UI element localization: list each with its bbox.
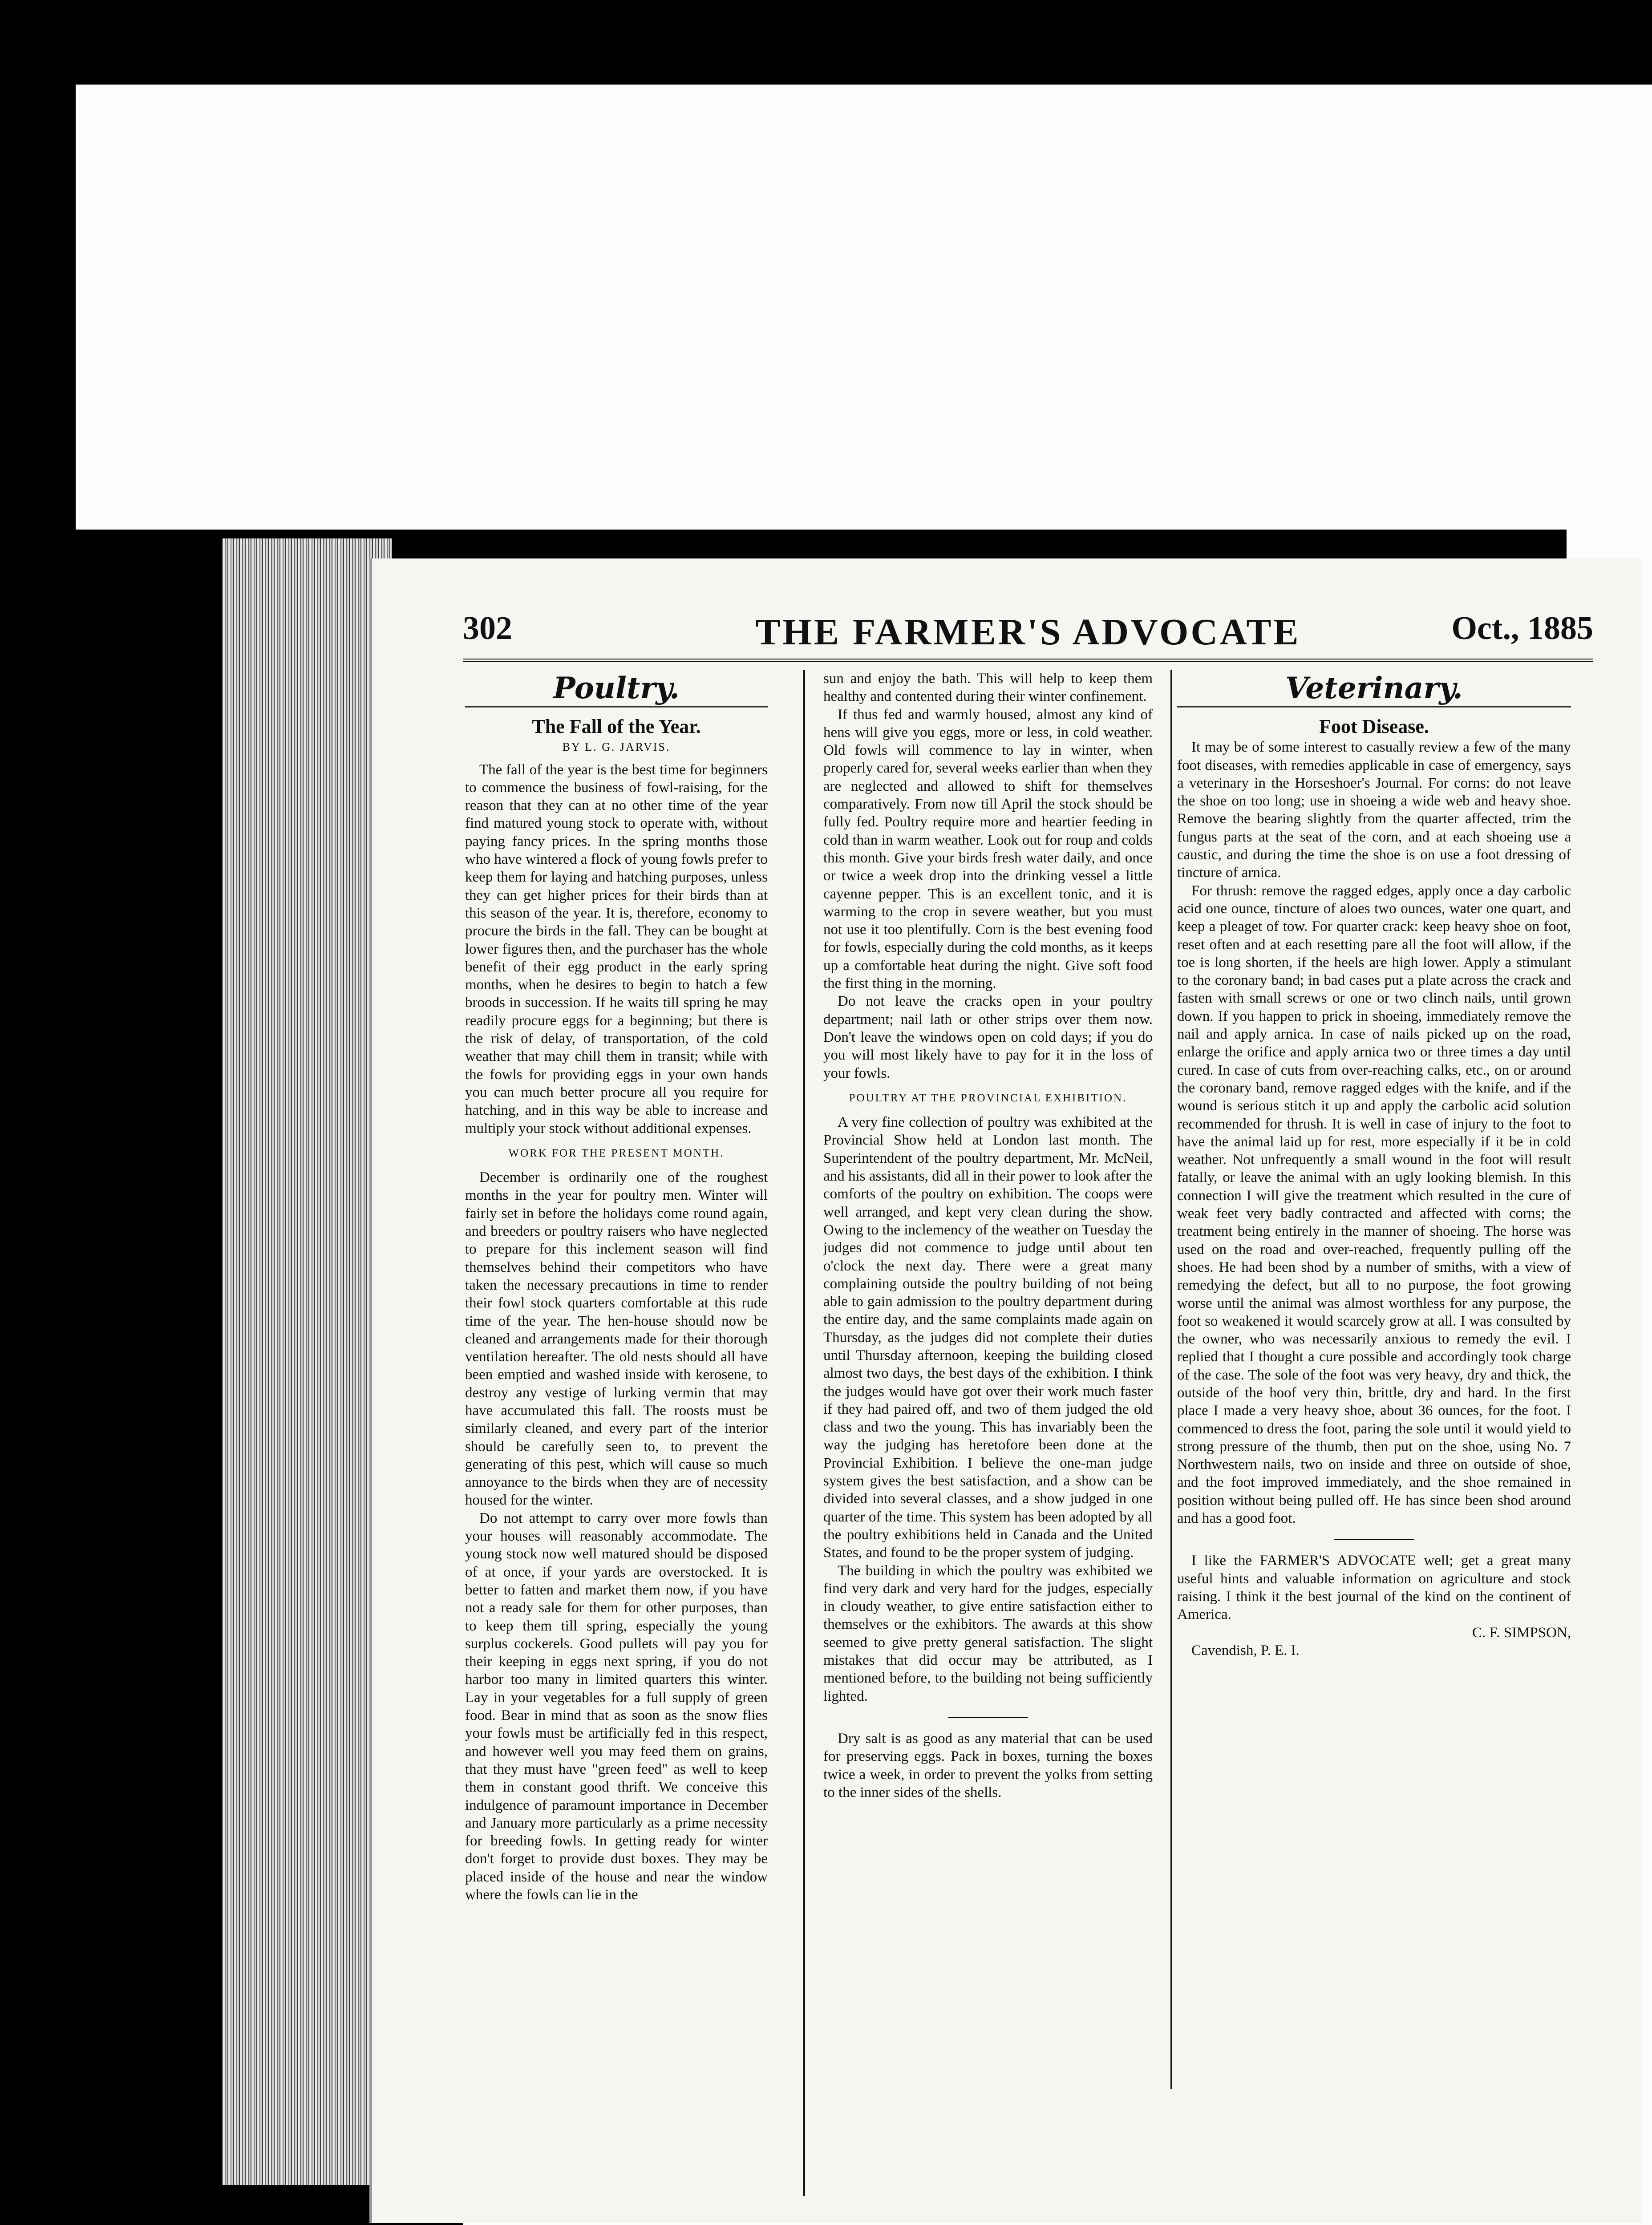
separator-rule [948, 1717, 1028, 1718]
section-heading-poultry: Poultry. [465, 670, 768, 708]
page-header [463, 610, 1593, 662]
paragraph: sun and enjoy the bath. This will help to keep them healthy and contented during their winter confinement. [823, 671, 1153, 705]
letter-signature: C. F. SIMPSON, [1472, 1624, 1571, 1641]
subheading: POULTRY AT THE PROVINCIAL EXHIBITION. [849, 1092, 1127, 1104]
column-divider [1170, 670, 1172, 2089]
article-title: The Fall of the Year. [532, 716, 701, 737]
paragraph: Dry salt is as good as any material that can be used for preserving eggs. Pack in boxes, turning the boxes twice a week, in order to prevent the yolks from setting to the inner sides of the shells. [823, 1730, 1153, 1800]
masthead: THE FARMER'S ADVOCATE [755, 611, 1301, 653]
column-middle [823, 670, 1153, 2080]
article-byline: BY L. G. JARVIS. [562, 740, 671, 754]
paragraph: It may be of some interest to casually review a few of the many foot diseases, with remedies applicable in case of emergency, says a veterinary in the Horseshoer's Journal. For corns: do not leave the shoe on too long; use in shoeing a wide web and heavy shoe. Remove the bearing slightly from the quarter affected, trim the fungus parts at the seat of the corn, and at each shoeing use a caustic, and during the time the shoe is on use a foot dressing of tincture of arnica. [1177, 739, 1571, 881]
issue-date: Oct., 1885 [1451, 610, 1593, 647]
page-number: 302 [463, 610, 512, 647]
paragraph: Do not attempt to carry over more fowls than your houses will reasonably accommodate. The young stock now well matured should be disposed of at once, if your yards are overstocked. It is better to fatten and market them now, if you have not a ready sale for them for other purposes, than to keep them till spring, especially the young surplus cockerels. Good pullets will pay you for their keeping in eggs next spring, if you do not harbor too many in limited quarters this winter. Lay in your vegetables for a full supply of green food. Bear in mind that as soon as the snow flies your fowls must be artificially fed in this respect, and however well you may feed them on grains, that they must have "green feed" as well to keep them in constant good thrift. We conceive this indulgence of paramount importance in December and January more particularly as a prime necessity for breeding fowls. In getting ready for winter don't forget to provide dust boxes. They may be placed inside of the house and near the window where the fowls can lie in the [465, 1510, 768, 1903]
paragraph: The fall of the year is the best time for beginners to commence the business of fowl-raising, for the reason that they can at no other time of the year find matured young stock to operate with, without paying fancy prices. In the spring months those who have wintered a flock of young fowls prefer to keep them for laying and hatching purposes, unless they can get higher prices for their birds than at this season of the year. It is, therefore, economy to procure the birds in the fall. They can be bought at lower figures then, and the purchaser has the whole benefit of their egg product in the early spring months, when he desires to begin to hatch a few broods in succession. If he waits till spring he may readily procure eggs for a beginning; but there is the risk of delay, of transportation, of the cold weather that may chill them in transit; while with the fowls for providing eggs in your own hands you can much better procure all you require for hatching, and in this way be able to increase and multiply your stock without additional expenses. [465, 761, 768, 1137]
article-title: Foot Disease. [1319, 716, 1429, 737]
section-heading-veterinary: Veterinary. [1177, 670, 1571, 708]
subheading: WORK FOR THE PRESENT MONTH. [508, 1147, 725, 1159]
letter-place: Cavendish, P. E. I. [1191, 1642, 1300, 1659]
column-divider [803, 670, 805, 2196]
paragraph: A very fine collection of poultry was exhibited at the Provincial Show held at London last month. The Superintendent of the poultry department, Mr. McNeil, and his assistants, did all in their power to look after the comforts of the poultry on exhibition. The coops were well arranged, and kept very clean during the show. Owing to the inclemency of the weather on Tuesday the judges did not commence to judge until about ten o'clock the next day. There were a great many complaining outside the poultry building of not being able to gain admission to the poultry department during the entire day, and the same complaints made again on Thursday, as the judges did not complete their duties until Thursday afternoon, keeping the building closed almost two days, the best days of the exhibition. I think the judges would have got over their work much faster if they had paired off, and two of them judged the old class and two the young. This has invariably been the way the judging has heretofore been done at the Provincial Exhibition. I believe the one-man judge system gives the best satisfaction, and a show can be divided into several classes, and a show judged in one quarter of the time. This system has been adopted by all the poultry exhibitions held in Canada and the United States, and found to be the proper system of judging. [823, 1114, 1153, 1561]
paragraph: For thrush: remove the ragged edges, apply once a day carbolic acid one ounce, tincture of aloes two ounces, water one quart, and keep a pleaget of tow. For quarter crack: keep heavy shoe on foot, reset often and at each resetting pare all the foot will allow, if the toe is long shorten, if the heels are high lower. Apply a stimulant to the coronary band; in bad cases put a plate across the crack and fasten with small screws or one or two clinch nails, until grown down. If you happen to prick in shoeing, immediately remove the nail and apply arnica. In case of nails picked up on the road, enlarge the orifice and apply arnica two or three times a day until cured. In case of cuts from over-reaching calks, etc., on or around the coronary band, remove ragged edges with the knife, and if the wound is serious stitch it up and apply the carbolic acid solution recommended for thrush. It is well in case of injury to the foot to have the animal laid up for rest, more especially if it be in cold weather. Not unfrequently a small wound in the foot will result fatally, or leave the animal with an ugly looking blemish. In this connection I will give the treatment which resulted in the cure of weak feet very badly contracted and affected with corns; the treatment being entirely in the manner of shoeing. The horse was used on the road and over-reached, frequently pulling off the shoes. He had been shod by a number of smiths, with a view of remedying the defect, but all to no purpose, the foot growing worse until the animal was almost worthless for any purpose, the foot so weakened it would scarcely grow at all. I was consulted by the owner, who was necessarily anxious to remedy the evil. I replied that I thought a cure possible and accordingly took charge of the case. The sole of the foot was very heavy, dry and thick, the outside of the hoof very thin, brittle, dry and hard. In the first place I made a very heavy shoe, about 36 ounces, for the foot. I commenced to dress the foot, paring the sole until it would yield to strong pressure of the thumb, then put on the shoe, using No. 7 Northwestern nails, two on inside and three on outside of shoe, and the foot improved immediately, and the shoe remained in position without being pulled off. He has since been shod around and has a good foot. [1177, 882, 1571, 1527]
column-poultry [465, 670, 768, 2192]
book-spine-edges [223, 538, 392, 2185]
paragraph: If thus fed and warmly housed, almost any kind of hens will give you eggs, more or less, in cold weather. Old fowls will commence to lay in winter, when properly cared for, several weeks earlier than when they are neglected and allowed to shift for themselves comparatively. From now till April the stock should be fully fed. Poultry require more and heartier feeding in cold than in warm weather. Look out for roup and colds this month. Give your birds fresh water daily, and once or twice a week drop into the drinking vessel a little cayenne pepper. This is an excellent tonic, and it is warming to the crop in severe weather, but you must not use it too plentifully. Corn is the best evening food for fowls, especially during the cold months, as it keeps up a comfortable heat during the night. Give soft food the first thing in the morning. [823, 706, 1153, 992]
newspaper-page [369, 558, 1642, 2223]
letter-text: I like the FARMER'S ADVOCATE well; get a great many useful hints and valuable information on agriculture and stock raising. I think it the best journal of the kind on the continent of America. [1177, 1553, 1571, 1623]
separator-rule [1334, 1539, 1414, 1540]
paragraph: The building in which the poultry was exhibited we find very dark and very hard for the judges, especially in cloudy weather, to give entire satisfaction either to themselves or the exhibitors. The awards at this show seemed to give pretty general satisfaction. The slight mistakes that did occur may be attributed, as I mentioned before, to the building not being sufficiently lighted. [823, 1562, 1153, 1704]
paragraph: Do not leave the cracks open in your poultry department; nail lath or other strips over them now. Don't leave the windows open on cold days; if you do you will most likely have to pay for it in the loss of your fowls. [823, 993, 1153, 1081]
scan-background-top [76, 85, 1652, 530]
column-veterinary [1177, 670, 1571, 1916]
paragraph: December is ordinarily one of the roughest months in the year for poultry men. Winter will fairly set in before the holidays come round again, and breeders or poultry raisers who have neglected to prepare for this inclement season will find themselves behind their competitors who have taken the necessary precautions in time to render their fowl stock quarters comfortable at this rude time of the year. The hen-house should now be cleaned and arrangements made for their thorough ventilation hereafter. The old nests should all have been emptied and washed inside with kerosene, to destroy any vestige of lurking vermin that may have accumulated this fall. The roosts must be similarly cleaned, and every part of the interior should be carefully seen to, to prevent the generating of this pest, which will cause so much annoyance to the birds when they are of necessity housed for the winter. [465, 1169, 768, 1509]
